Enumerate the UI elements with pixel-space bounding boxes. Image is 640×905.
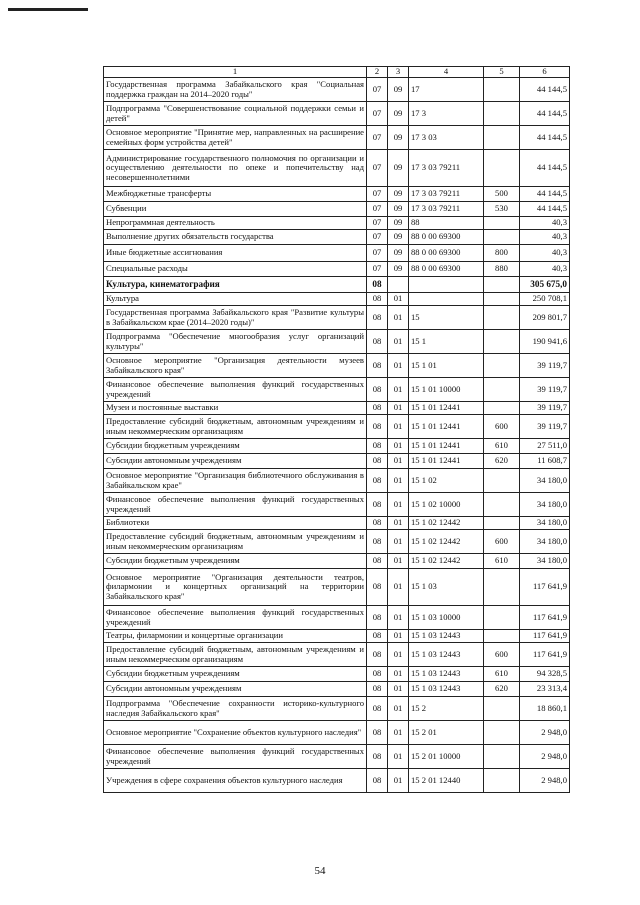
row-target-code-cell bbox=[409, 277, 484, 293]
row-expense-type-cell: 500 bbox=[484, 187, 520, 202]
row-name-cell: Специальные расходы bbox=[104, 262, 367, 277]
row-subsection-cell: 09 bbox=[388, 126, 409, 150]
row-target-code-cell: 15 1 02 bbox=[409, 469, 484, 493]
row-subsection-cell: 01 bbox=[388, 667, 409, 682]
row-subsection-cell: 01 bbox=[388, 569, 409, 606]
row-subsection-cell: 01 bbox=[388, 630, 409, 643]
table-header-row bbox=[104, 67, 570, 78]
row-section-cell: 08 bbox=[367, 667, 388, 682]
row-name-cell: Предоставление субсидий бюджетным, автономным учреждениям и иным некоммерческим организациям bbox=[104, 643, 367, 667]
row-section-cell: 08 bbox=[367, 306, 388, 330]
row-target-code-cell: 15 1 03 12443 bbox=[409, 667, 484, 682]
row-amount-cell: 34 180,0 bbox=[520, 517, 570, 530]
row-subsection-cell: 01 bbox=[388, 530, 409, 554]
row-target-code-cell: 17 bbox=[409, 78, 484, 102]
row-target-code-cell: 15 1 03 bbox=[409, 569, 484, 606]
row-amount-cell: 117 641,9 bbox=[520, 630, 570, 643]
table-row bbox=[104, 745, 570, 769]
row-name-cell: Культура, кинематография bbox=[104, 277, 367, 293]
row-target-code-cell: 88 0 00 69300 bbox=[409, 262, 484, 277]
row-amount-cell: 44 144,5 bbox=[520, 78, 570, 102]
row-expense-type-cell bbox=[484, 354, 520, 378]
row-expense-type-cell bbox=[484, 697, 520, 721]
row-expense-type-cell bbox=[484, 517, 520, 530]
row-amount-cell: 44 144,5 bbox=[520, 102, 570, 126]
row-expense-type-cell: 600 bbox=[484, 415, 520, 439]
row-name-cell: Субсидии бюджетным учреждениям bbox=[104, 554, 367, 569]
table-row bbox=[104, 415, 570, 439]
row-subsection-cell: 01 bbox=[388, 606, 409, 630]
row-name-cell: Основное мероприятие "Организация деятельности театров, филармонии и концертных организаций на территории Забайкальского края" bbox=[104, 569, 367, 606]
row-amount-cell: 305 675,0 bbox=[520, 277, 570, 293]
table-row bbox=[104, 454, 570, 469]
row-expense-type-cell bbox=[484, 469, 520, 493]
header-col-5: 5 bbox=[484, 67, 520, 78]
row-name-cell: Музеи и постоянные выставки bbox=[104, 402, 367, 415]
row-subsection-cell bbox=[388, 277, 409, 293]
table-row bbox=[104, 530, 570, 554]
table-row bbox=[104, 606, 570, 630]
row-subsection-cell: 09 bbox=[388, 217, 409, 230]
table-row bbox=[104, 682, 570, 697]
budget-table-body bbox=[104, 67, 570, 793]
row-expense-type-cell: 610 bbox=[484, 554, 520, 569]
row-target-code-cell: 15 1 03 12443 bbox=[409, 682, 484, 697]
row-expense-type-cell bbox=[484, 293, 520, 306]
row-expense-type-cell: 610 bbox=[484, 439, 520, 454]
row-subsection-cell: 01 bbox=[388, 721, 409, 745]
row-amount-cell: 117 641,9 bbox=[520, 569, 570, 606]
table-row bbox=[104, 493, 570, 517]
row-subsection-cell: 09 bbox=[388, 262, 409, 277]
table-row bbox=[104, 769, 570, 793]
row-subsection-cell: 01 bbox=[388, 643, 409, 667]
row-section-cell: 08 bbox=[367, 530, 388, 554]
row-target-code-cell: 15 2 bbox=[409, 697, 484, 721]
row-subsection-cell: 01 bbox=[388, 415, 409, 439]
row-amount-cell: 117 641,9 bbox=[520, 643, 570, 667]
row-name-cell: Библиотеки bbox=[104, 517, 367, 530]
row-section-cell: 08 bbox=[367, 630, 388, 643]
row-expense-type-cell: 800 bbox=[484, 245, 520, 262]
row-expense-type-cell bbox=[484, 569, 520, 606]
row-section-cell: 08 bbox=[367, 469, 388, 493]
row-amount-cell: 44 144,5 bbox=[520, 126, 570, 150]
row-expense-type-cell bbox=[484, 330, 520, 354]
table-row bbox=[104, 354, 570, 378]
row-amount-cell: 44 144,5 bbox=[520, 150, 570, 187]
row-expense-type-cell bbox=[484, 745, 520, 769]
row-amount-cell: 44 144,5 bbox=[520, 202, 570, 217]
header-col-1: 1 bbox=[104, 67, 367, 78]
table-row bbox=[104, 126, 570, 150]
row-amount-cell: 18 860,1 bbox=[520, 697, 570, 721]
row-target-code-cell: 15 1 01 bbox=[409, 354, 484, 378]
scan-edge-mark bbox=[8, 0, 88, 11]
row-name-cell: Субсидии автономным учреждениям bbox=[104, 454, 367, 469]
row-expense-type-cell bbox=[484, 126, 520, 150]
row-name-cell: Подпрограмма "Обеспечение сохранности историко-культурного наследия Забайкальского края" bbox=[104, 697, 367, 721]
row-subsection-cell: 01 bbox=[388, 769, 409, 793]
row-subsection-cell: 01 bbox=[388, 745, 409, 769]
row-name-cell: Межбюджетные трансферты bbox=[104, 187, 367, 202]
row-amount-cell: 209 801,7 bbox=[520, 306, 570, 330]
row-section-cell: 08 bbox=[367, 378, 388, 402]
table-row bbox=[104, 150, 570, 187]
row-amount-cell: 2 948,0 bbox=[520, 721, 570, 745]
row-subsection-cell: 09 bbox=[388, 102, 409, 126]
row-name-cell: Субвенции bbox=[104, 202, 367, 217]
budget-table bbox=[103, 66, 570, 793]
row-target-code-cell: 15 1 01 12441 bbox=[409, 415, 484, 439]
row-name-cell: Иные бюджетные ассигнования bbox=[104, 245, 367, 262]
row-section-cell: 07 bbox=[367, 78, 388, 102]
row-name-cell: Предоставление субсидий бюджетным, автономным учреждениям и иным некоммерческим организациям bbox=[104, 415, 367, 439]
row-section-cell: 08 bbox=[367, 745, 388, 769]
row-section-cell: 08 bbox=[367, 569, 388, 606]
row-amount-cell: 34 180,0 bbox=[520, 493, 570, 517]
row-section-cell: 07 bbox=[367, 187, 388, 202]
row-target-code-cell: 15 1 03 12443 bbox=[409, 630, 484, 643]
row-section-cell: 08 bbox=[367, 402, 388, 415]
row-target-code-cell: 15 1 03 10000 bbox=[409, 606, 484, 630]
table-row bbox=[104, 277, 570, 293]
row-subsection-cell: 09 bbox=[388, 230, 409, 245]
row-expense-type-cell bbox=[484, 493, 520, 517]
row-expense-type-cell: 610 bbox=[484, 667, 520, 682]
row-section-cell: 08 bbox=[367, 517, 388, 530]
row-subsection-cell: 09 bbox=[388, 245, 409, 262]
table-row bbox=[104, 293, 570, 306]
row-subsection-cell: 01 bbox=[388, 402, 409, 415]
row-expense-type-cell bbox=[484, 402, 520, 415]
row-target-code-cell: 17 3 bbox=[409, 102, 484, 126]
row-section-cell: 07 bbox=[367, 102, 388, 126]
row-subsection-cell: 01 bbox=[388, 378, 409, 402]
table-row bbox=[104, 630, 570, 643]
row-section-cell: 08 bbox=[367, 769, 388, 793]
row-section-cell: 08 bbox=[367, 682, 388, 697]
table-row bbox=[104, 187, 570, 202]
row-amount-cell: 40,3 bbox=[520, 217, 570, 230]
row-name-cell: Культура bbox=[104, 293, 367, 306]
row-name-cell: Субсидии бюджетным учреждениям bbox=[104, 439, 367, 454]
row-section-cell: 08 bbox=[367, 554, 388, 569]
row-expense-type-cell bbox=[484, 78, 520, 102]
table-row bbox=[104, 330, 570, 354]
table-row bbox=[104, 667, 570, 682]
row-amount-cell: 39 119,7 bbox=[520, 415, 570, 439]
table-row bbox=[104, 721, 570, 745]
row-subsection-cell: 01 bbox=[388, 354, 409, 378]
row-name-cell: Основное мероприятие "Сохранение объектов культурного наследия" bbox=[104, 721, 367, 745]
table-row bbox=[104, 517, 570, 530]
row-name-cell: Подпрограмма "Совершенствование социальной поддержки семьи и детей" bbox=[104, 102, 367, 126]
row-target-code-cell: 15 bbox=[409, 306, 484, 330]
row-expense-type-cell bbox=[484, 150, 520, 187]
row-amount-cell: 2 948,0 bbox=[520, 769, 570, 793]
row-name-cell: Основное мероприятие "Организация библиотечного обслуживания в Забайкальском крае" bbox=[104, 469, 367, 493]
row-amount-cell: 34 180,0 bbox=[520, 554, 570, 569]
row-section-cell: 08 bbox=[367, 354, 388, 378]
row-section-cell: 07 bbox=[367, 217, 388, 230]
table-row bbox=[104, 78, 570, 102]
row-amount-cell: 250 708,1 bbox=[520, 293, 570, 306]
row-section-cell: 08 bbox=[367, 493, 388, 517]
row-amount-cell: 39 119,7 bbox=[520, 354, 570, 378]
table-row bbox=[104, 230, 570, 245]
row-target-code-cell: 15 2 01 bbox=[409, 721, 484, 745]
table-row bbox=[104, 202, 570, 217]
row-section-cell: 07 bbox=[367, 230, 388, 245]
row-name-cell: Финансовое обеспечение выполнения функций государственных учреждений bbox=[104, 606, 367, 630]
row-section-cell: 08 bbox=[367, 415, 388, 439]
row-subsection-cell: 01 bbox=[388, 517, 409, 530]
row-target-code-cell bbox=[409, 293, 484, 306]
header-col-6: 6 bbox=[520, 67, 570, 78]
row-name-cell: Администрирование государственного полномочия по организации и осуществлению деятельности по опеке и попечительству над несовершеннолетними bbox=[104, 150, 367, 187]
row-expense-type-cell: 880 bbox=[484, 262, 520, 277]
row-section-cell: 07 bbox=[367, 245, 388, 262]
row-name-cell: Театры, филармонии и концертные организации bbox=[104, 630, 367, 643]
row-amount-cell: 34 180,0 bbox=[520, 469, 570, 493]
row-expense-type-cell: 620 bbox=[484, 454, 520, 469]
header-col-2: 2 bbox=[367, 67, 388, 78]
row-amount-cell: 94 328,5 bbox=[520, 667, 570, 682]
row-expense-type-cell: 600 bbox=[484, 530, 520, 554]
row-subsection-cell: 01 bbox=[388, 493, 409, 517]
page-number: 54 bbox=[314, 865, 326, 877]
row-target-code-cell: 15 1 01 12441 bbox=[409, 402, 484, 415]
row-section-cell: 08 bbox=[367, 454, 388, 469]
row-target-code-cell: 15 1 02 12442 bbox=[409, 517, 484, 530]
table-row bbox=[104, 643, 570, 667]
row-target-code-cell: 17 3 03 79211 bbox=[409, 202, 484, 217]
row-name-cell: Предоставление субсидий бюджетным, автономным учреждениям и иным некоммерческим организациям bbox=[104, 530, 367, 554]
row-name-cell: Финансовое обеспечение выполнения функций государственных учреждений bbox=[104, 493, 367, 517]
row-name-cell: Подпрограмма "Обеспечение многообразия услуг организаций культуры" bbox=[104, 330, 367, 354]
row-name-cell: Субсидии бюджетным учреждениям bbox=[104, 667, 367, 682]
row-target-code-cell: 88 bbox=[409, 217, 484, 230]
row-amount-cell: 40,3 bbox=[520, 262, 570, 277]
table-row bbox=[104, 439, 570, 454]
row-expense-type-cell: 620 bbox=[484, 682, 520, 697]
row-subsection-cell: 01 bbox=[388, 439, 409, 454]
row-amount-cell: 117 641,9 bbox=[520, 606, 570, 630]
row-amount-cell: 39 119,7 bbox=[520, 378, 570, 402]
row-section-cell: 07 bbox=[367, 150, 388, 187]
row-subsection-cell: 01 bbox=[388, 330, 409, 354]
row-name-cell: Учреждения в сфере сохранения объектов культурного наследия bbox=[104, 769, 367, 793]
row-name-cell: Финансовое обеспечение выполнения функций государственных учреждений bbox=[104, 745, 367, 769]
row-subsection-cell: 01 bbox=[388, 306, 409, 330]
row-subsection-cell: 09 bbox=[388, 78, 409, 102]
row-subsection-cell: 01 bbox=[388, 697, 409, 721]
row-section-cell: 08 bbox=[367, 721, 388, 745]
row-amount-cell: 40,3 bbox=[520, 245, 570, 262]
row-amount-cell: 11 608,7 bbox=[520, 454, 570, 469]
row-target-code-cell: 15 1 01 12441 bbox=[409, 439, 484, 454]
row-expense-type-cell bbox=[484, 630, 520, 643]
row-name-cell: Субсидии автономным учреждениям bbox=[104, 682, 367, 697]
row-section-cell: 07 bbox=[367, 126, 388, 150]
row-section-cell: 08 bbox=[367, 697, 388, 721]
row-section-cell: 07 bbox=[367, 202, 388, 217]
row-expense-type-cell bbox=[484, 277, 520, 293]
table-row bbox=[104, 697, 570, 721]
row-subsection-cell: 01 bbox=[388, 682, 409, 697]
row-subsection-cell: 09 bbox=[388, 202, 409, 217]
table-row bbox=[104, 569, 570, 606]
row-name-cell: Государственная программа Забайкальского края "Развитие культуры в Забайкальском крае (2014–2020 годы)" bbox=[104, 306, 367, 330]
row-amount-cell: 44 144,5 bbox=[520, 187, 570, 202]
row-expense-type-cell: 600 bbox=[484, 643, 520, 667]
row-target-code-cell: 15 1 01 12441 bbox=[409, 454, 484, 469]
row-name-cell: Государственная программа Забайкальского края "Социальная поддержка граждан на 2014–2020 годы" bbox=[104, 78, 367, 102]
row-name-cell: Финансовое обеспечение выполнения функций государственных учреждений bbox=[104, 378, 367, 402]
row-target-code-cell: 15 1 02 12442 bbox=[409, 554, 484, 569]
row-amount-cell: 34 180,0 bbox=[520, 530, 570, 554]
table-row bbox=[104, 402, 570, 415]
row-name-cell: Непрограммная деятельность bbox=[104, 217, 367, 230]
header-col-4: 4 bbox=[409, 67, 484, 78]
row-target-code-cell: 15 1 03 12443 bbox=[409, 643, 484, 667]
row-amount-cell: 190 941,6 bbox=[520, 330, 570, 354]
table-row bbox=[104, 102, 570, 126]
row-target-code-cell: 17 3 03 79211 bbox=[409, 187, 484, 202]
row-amount-cell: 40,3 bbox=[520, 230, 570, 245]
row-name-cell: Основное мероприятие "Организация деятельности музеев Забайкальского края" bbox=[104, 354, 367, 378]
table-row bbox=[104, 469, 570, 493]
row-target-code-cell: 15 2 01 10000 bbox=[409, 745, 484, 769]
table-row bbox=[104, 217, 570, 230]
row-subsection-cell: 09 bbox=[388, 187, 409, 202]
row-amount-cell: 23 313,4 bbox=[520, 682, 570, 697]
table-row bbox=[104, 262, 570, 277]
row-section-cell: 08 bbox=[367, 606, 388, 630]
row-target-code-cell: 17 3 03 79211 bbox=[409, 150, 484, 187]
row-subsection-cell: 01 bbox=[388, 293, 409, 306]
table-row bbox=[104, 554, 570, 569]
row-target-code-cell: 15 1 bbox=[409, 330, 484, 354]
row-target-code-cell: 15 2 01 12440 bbox=[409, 769, 484, 793]
row-target-code-cell: 15 1 02 12442 bbox=[409, 530, 484, 554]
header-col-3: 3 bbox=[388, 67, 409, 78]
row-expense-type-cell bbox=[484, 769, 520, 793]
row-amount-cell: 27 511,0 bbox=[520, 439, 570, 454]
row-section-cell: 08 bbox=[367, 277, 388, 293]
table-row bbox=[104, 306, 570, 330]
row-section-cell: 08 bbox=[367, 643, 388, 667]
table-row bbox=[104, 245, 570, 262]
row-subsection-cell: 01 bbox=[388, 454, 409, 469]
row-target-code-cell: 15 1 02 10000 bbox=[409, 493, 484, 517]
row-target-code-cell: 15 1 01 10000 bbox=[409, 378, 484, 402]
row-name-cell: Выполнение других обязательств государства bbox=[104, 230, 367, 245]
row-subsection-cell: 01 bbox=[388, 469, 409, 493]
row-target-code-cell: 88 0 00 69300 bbox=[409, 230, 484, 245]
table-row bbox=[104, 378, 570, 402]
row-subsection-cell: 01 bbox=[388, 554, 409, 569]
row-target-code-cell: 17 3 03 bbox=[409, 126, 484, 150]
row-expense-type-cell bbox=[484, 606, 520, 630]
row-subsection-cell: 09 bbox=[388, 150, 409, 187]
row-section-cell: 08 bbox=[367, 330, 388, 354]
row-expense-type-cell bbox=[484, 217, 520, 230]
row-expense-type-cell bbox=[484, 378, 520, 402]
row-section-cell: 08 bbox=[367, 439, 388, 454]
row-section-cell: 07 bbox=[367, 262, 388, 277]
row-target-code-cell: 88 0 00 69300 bbox=[409, 245, 484, 262]
row-expense-type-cell bbox=[484, 306, 520, 330]
row-expense-type-cell bbox=[484, 230, 520, 245]
row-amount-cell: 39 119,7 bbox=[520, 402, 570, 415]
row-expense-type-cell: 530 bbox=[484, 202, 520, 217]
row-name-cell: Основное мероприятие "Принятие мер, направленных на расширение семейных форм устройства детей" bbox=[104, 126, 367, 150]
row-amount-cell: 2 948,0 bbox=[520, 745, 570, 769]
row-expense-type-cell bbox=[484, 721, 520, 745]
row-expense-type-cell bbox=[484, 102, 520, 126]
row-section-cell: 08 bbox=[367, 293, 388, 306]
